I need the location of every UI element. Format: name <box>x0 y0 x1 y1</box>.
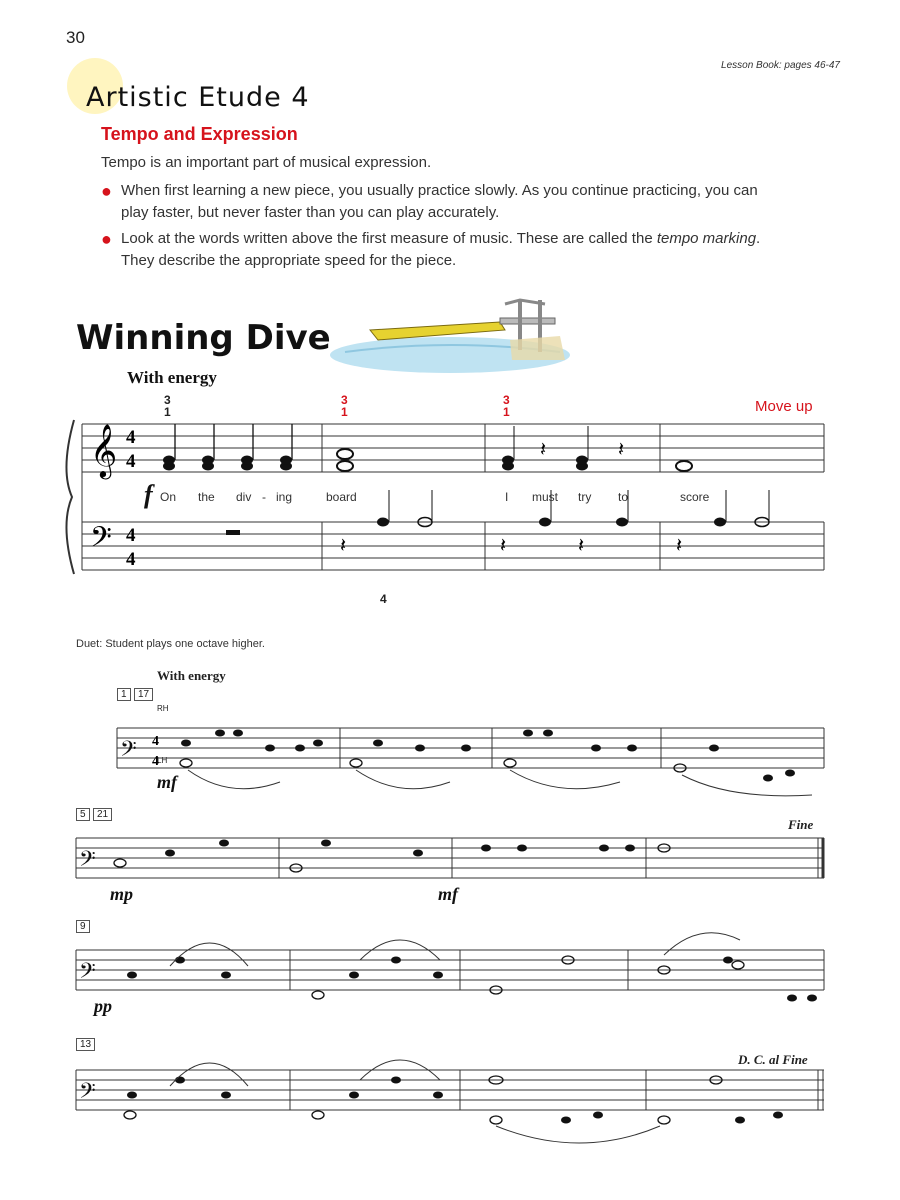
lyric: ing <box>276 490 293 504</box>
duet-staff-4 <box>76 1070 824 1110</box>
measure-number-box: 21 <box>93 808 112 821</box>
bullet-text-after: . They describe the appropriate speed for the piece. <box>121 230 761 269</box>
lyric: div <box>236 490 252 504</box>
lyric: try <box>578 490 592 504</box>
lyric: must <box>532 490 559 504</box>
lyric: board <box>326 490 357 504</box>
bullet-text: When first learning a new piece, you usually practice slowly. As you continue practicing, you can play faster, but never faster than you can play accurately. <box>121 182 758 221</box>
svg-text:𝄢: 𝄢 <box>120 737 137 767</box>
dynamic-forte: f <box>144 480 153 509</box>
slurs <box>170 770 812 1143</box>
svg-text:𝄢: 𝄢 <box>79 847 96 877</box>
duet-staff-3 <box>76 950 824 990</box>
dynamic-mezzo-forte: mf <box>157 772 177 792</box>
bullet-dot-icon: ● <box>101 181 112 201</box>
svg-text:4: 4 <box>126 525 136 546</box>
svg-text:𝄢: 𝄢 <box>79 959 96 989</box>
duet-notes <box>127 730 817 1124</box>
dynamic-mezzo-piano: mp <box>110 884 134 904</box>
tempo-marking: With energy <box>127 368 217 387</box>
svg-text:4: 4 <box>152 754 159 769</box>
bass-clef-icon: 𝄢 <box>90 521 112 561</box>
measure-number-box: 1 <box>117 688 131 701</box>
duet-staff-2 <box>76 838 824 878</box>
measure-number-box: 5 <box>76 808 90 821</box>
duet-note: Duet: Student plays one octave higher. <box>76 638 265 650</box>
left-hand-label: LH <box>157 756 168 765</box>
fingering-m2: 3 1 <box>341 393 348 419</box>
svg-text:4: 4 <box>126 427 136 448</box>
svg-text:𝄽: 𝄽 <box>500 535 507 557</box>
treble-clef-icon: 𝄞 <box>90 423 118 477</box>
bass-clef-icon <box>79 737 137 1109</box>
fingering-m1: 3 1 <box>164 393 171 419</box>
page-title: Artistic Etude 4 <box>86 82 310 113</box>
lesson-reference: Lesson Book: pages 46-47 <box>721 60 840 71</box>
lyric: the <box>198 490 215 504</box>
svg-text:4: 4 <box>152 734 159 749</box>
section-subtitle: Tempo and Expression <box>101 124 298 144</box>
duet-tempo-marking: With energy <box>157 668 226 683</box>
fine-marking: Fine <box>788 817 814 832</box>
dc-al-fine-marking: D. C. al Fine <box>738 1052 808 1067</box>
duet-barlines <box>76 728 824 1110</box>
piece-title: Winning Dive <box>76 318 331 358</box>
quarter-rest-icon: 𝄽 <box>340 535 347 557</box>
lyric-hyphen: - <box>262 490 266 504</box>
bullet-text-before: Look at the words written above the first measure of music. These are called the <box>121 230 657 247</box>
right-hand-label: RH <box>157 704 169 713</box>
svg-text:𝄽: 𝄽 <box>676 535 683 557</box>
lyric: I <box>505 490 509 504</box>
duet-open-notes <box>114 759 744 1124</box>
lyric: score <box>680 490 710 504</box>
page-number: 30 <box>66 28 85 47</box>
bullet-dot-icon: ● <box>101 229 112 249</box>
svg-text:𝄢: 𝄢 <box>79 1079 96 1109</box>
measure-number-box: 13 <box>76 1038 95 1051</box>
dynamic-pianissimo: pp <box>94 996 112 1016</box>
measure-number-box: 9 <box>76 920 90 933</box>
measure-number-box: 17 <box>134 688 153 701</box>
intro-text: Tempo is an important part of musical expression. <box>101 154 432 171</box>
lyric: to <box>618 490 629 504</box>
time-signature <box>152 734 159 769</box>
move-up-instruction: Move up <box>755 398 813 415</box>
lyric: On <box>160 490 177 504</box>
svg-text:𝄽: 𝄽 <box>578 535 585 557</box>
svg-text:𝄽: 𝄽 <box>618 439 625 461</box>
svg-text:4: 4 <box>126 451 136 472</box>
fingering-m3: 3 1 <box>503 393 510 419</box>
svg-text:𝄽: 𝄽 <box>540 439 547 461</box>
fingering-lh-m2: 4 <box>380 592 387 606</box>
bullet-text-emphasis: tempo marking <box>656 230 757 247</box>
dynamic-mezzo-forte: mf <box>438 884 458 904</box>
svg-text:4: 4 <box>126 549 136 570</box>
